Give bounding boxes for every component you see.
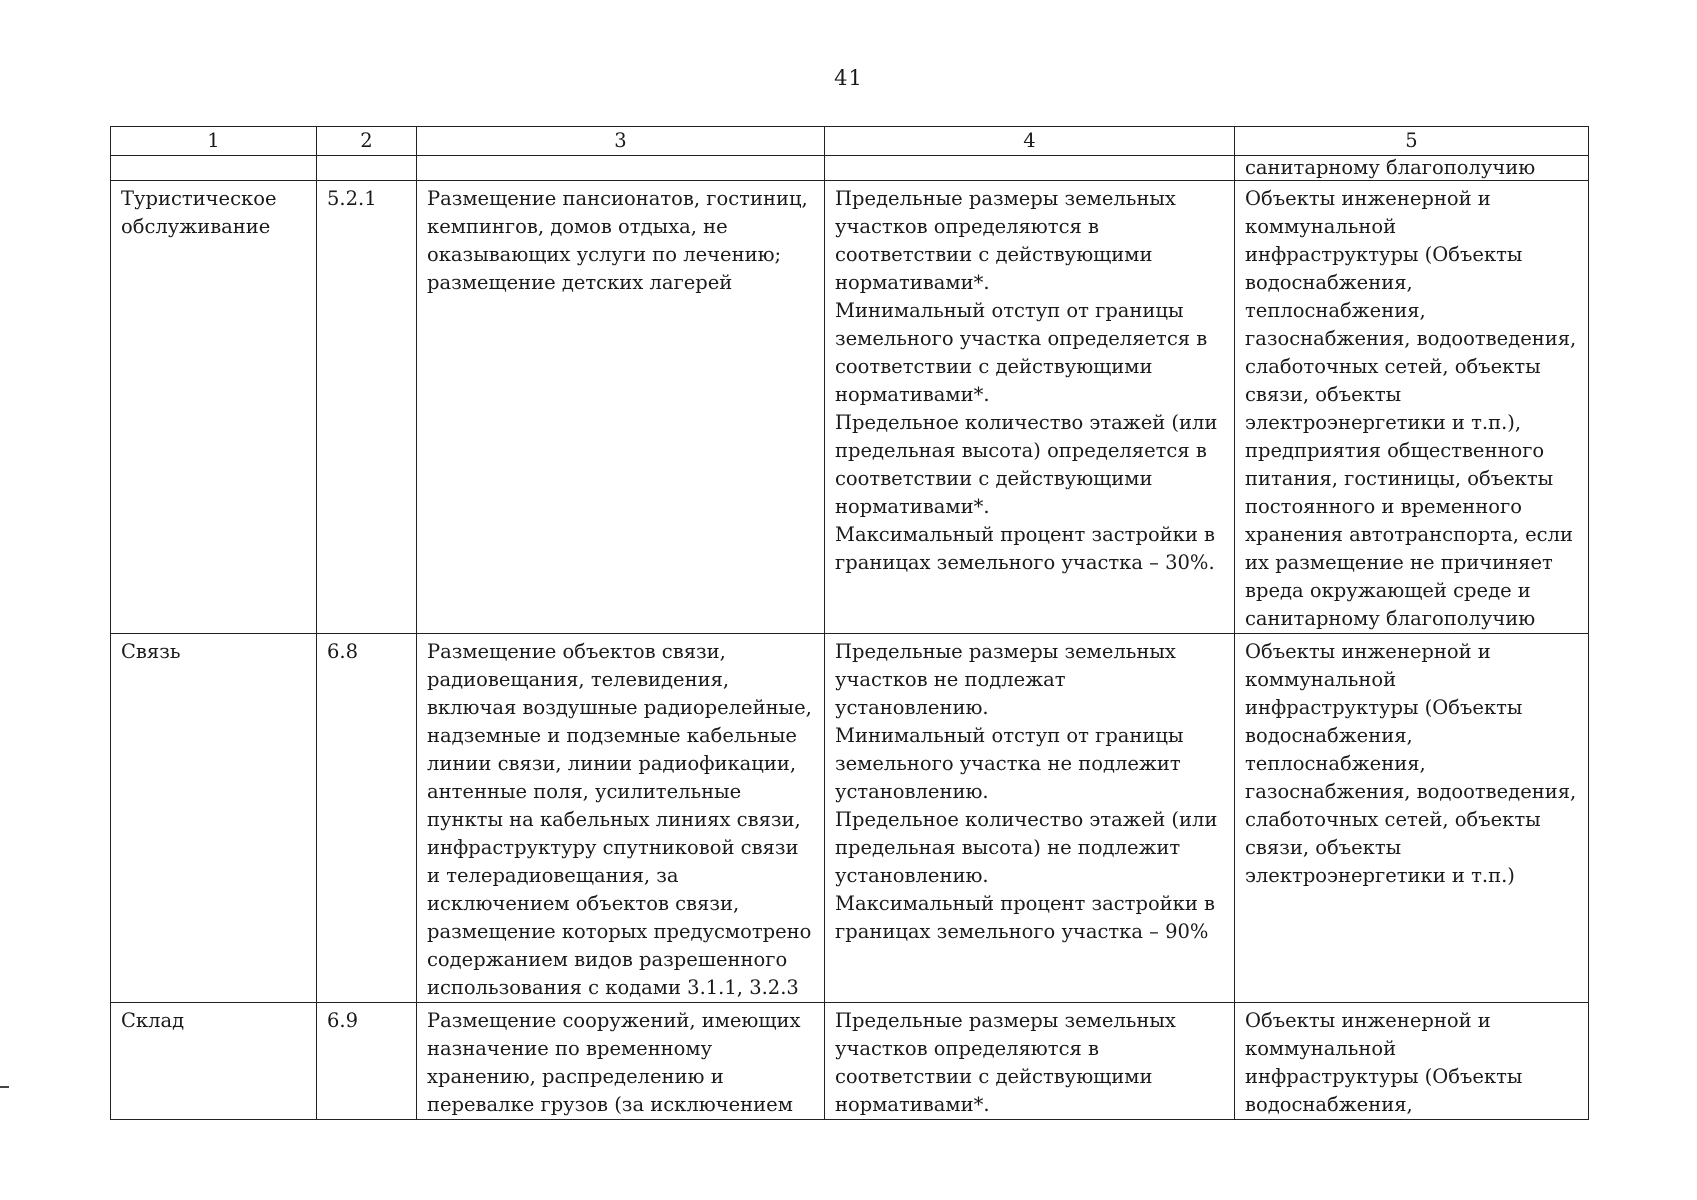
cell-text-line: надземные и подземные кабельные: [427, 724, 797, 747]
cell-text-line: радиовещания, телевидения,: [427, 668, 730, 691]
cell-text-line: газоснабжения, водоотведения,: [1245, 780, 1577, 803]
use-code-cell: [317, 1003, 417, 1120]
empty-cell: [825, 156, 1235, 181]
cell-text-line: водоснабжения,: [1245, 271, 1413, 294]
cell-text-line: соответствии с действующими: [835, 1065, 1153, 1088]
cell-text-line: обслуживание: [121, 215, 271, 238]
cell-text-line: кемпингов, домов отдыха, не: [427, 215, 728, 238]
auxiliary-uses-cell: [1235, 634, 1589, 1003]
cell-text-line: Размещение пансионатов, гостиниц,: [427, 187, 808, 210]
cell-text-line: границах земельного участка – 30%.: [835, 551, 1215, 574]
cell-text-line: Предельные размеры земельных: [835, 1009, 1176, 1032]
cell-text-line: инфраструктуры (Объекты: [1245, 696, 1523, 719]
cell-text-line: 5.2.1: [327, 187, 377, 210]
empty-cell: [111, 156, 317, 181]
cell-text-line: водоснабжения,: [1245, 724, 1413, 747]
cell-text-line: содержанием видов разрешенного: [427, 948, 788, 971]
column-number: 2: [317, 127, 417, 156]
use-code-cell: [317, 634, 417, 1003]
cell-text-line: инфраструктуры (Объекты: [1245, 1065, 1523, 1088]
cell-text-line: участков не подлежат: [835, 668, 1066, 691]
cell-text-line: инфраструктуру спутниковой связи: [427, 836, 799, 859]
cell-text-line: Объекты инженерной и: [1245, 187, 1491, 210]
cell-text-line: нормативами*.: [835, 495, 990, 518]
cell-text-line: Размещение сооружений, имеющих: [427, 1009, 801, 1032]
table-row: [111, 1003, 1589, 1120]
cell-text-line: перевалке грузов (за исключением: [427, 1093, 793, 1116]
cell-text-line: Предельное количество этажей (или: [835, 411, 1218, 434]
table-row: [111, 634, 1589, 1003]
auxiliary-uses-cell: [1235, 1003, 1589, 1120]
cell-text-line: установлению.: [835, 864, 989, 887]
cell-text-line: электроэнергетики и т.п.): [1245, 864, 1515, 887]
column-number: 5: [1235, 127, 1589, 156]
cell-text-line: Связь: [121, 640, 181, 663]
cell-text-line: предельная высота) не подлежит: [835, 836, 1181, 859]
use-description-cell: [417, 1003, 825, 1120]
cell-text-line: инфраструктуры (Объекты: [1245, 243, 1523, 266]
cell-text-line: земельного участка определяется в: [835, 327, 1208, 350]
column-number: 4: [825, 127, 1235, 156]
cell-text-line: коммунальной: [1245, 215, 1397, 238]
column-number: 1: [111, 127, 317, 156]
page-number: 41: [834, 66, 863, 90]
cell-text-line: размещение детских лагерей: [427, 271, 733, 294]
cell-text-line: Минимальный отступ от границы: [835, 724, 1184, 747]
land-use-table: [110, 126, 1589, 1120]
cell-text-line: соответствии с действующими: [835, 243, 1153, 266]
cell-text-line: Размещение объектов связи,: [427, 640, 726, 663]
cell-text-line: газоснабжения, водоотведения,: [1245, 327, 1577, 350]
scan-edge-mark: [0, 1086, 9, 1088]
cell-text-line: слаботочных сетей, объекты: [1245, 355, 1541, 378]
cell-text-line: водоснабжения,: [1245, 1093, 1413, 1116]
cell-text-line: хранению, распределению и: [427, 1065, 724, 1088]
cell-text-line: Максимальный процент застройки в: [835, 523, 1216, 546]
continuation-cell: санитарному благополучию: [1235, 156, 1589, 181]
cell-text-line: хранения автотранспорта, если: [1245, 523, 1573, 546]
cell-text-line: и телерадиовещания, за: [427, 864, 679, 887]
cell-text-line: теплоснабжения,: [1245, 299, 1426, 322]
cell-text-line: использования с кодами 3.1.1, 3.2.3: [427, 976, 799, 999]
continuation-row: [111, 156, 1589, 181]
cell-text-line: электроэнергетики и т.п.),: [1245, 411, 1522, 434]
cell-text-line: слаботочных сетей, объекты: [1245, 808, 1541, 831]
empty-cell: [317, 156, 417, 181]
table-row: [111, 181, 1589, 634]
use-parameters-cell: [825, 634, 1235, 1003]
cell-text-line: антенные поля, усилительные: [427, 780, 742, 803]
cell-text-line: их размещение не причиняет: [1245, 551, 1553, 574]
cell-text-line: Склад: [121, 1009, 185, 1032]
use-name-cell: [111, 1003, 317, 1120]
cell-text-line: исключением объектов связи,: [427, 892, 740, 915]
cell-text-line: Объекты инженерной и: [1245, 1009, 1491, 1032]
cell-text-line: питания, гостиницы, объекты: [1245, 467, 1554, 490]
cell-text-line: Предельное количество этажей (или: [835, 808, 1218, 831]
cell-text-line: Минимальный отступ от границы: [835, 299, 1184, 322]
cell-text-line: санитарному благополучию: [1245, 607, 1536, 630]
use-parameters-cell: [825, 181, 1235, 634]
cell-text-line: земельного участка не подлежит: [835, 752, 1181, 775]
cell-text-line: теплоснабжения,: [1245, 752, 1426, 775]
auxiliary-uses-cell: [1235, 181, 1589, 634]
cell-text-line: связи, объекты: [1245, 383, 1402, 406]
cell-text-line: назначение по временному: [427, 1037, 713, 1060]
cell-text-line: Объекты инженерной и: [1245, 640, 1491, 663]
cell-text-line: Предельные размеры земельных: [835, 640, 1176, 663]
column-number-row: [111, 127, 1589, 156]
cell-text-line: коммунальной: [1245, 1037, 1397, 1060]
cell-text-line: нормативами*.: [835, 1093, 990, 1116]
use-code-cell: [317, 181, 417, 634]
cell-text-line: нормативами*.: [835, 271, 990, 294]
cell-text-line: включая воздушные радиорелейные,: [427, 696, 812, 719]
use-parameters-cell: [825, 1003, 1235, 1120]
cell-text-line: коммунальной: [1245, 668, 1397, 691]
cell-text-line: связи, объекты: [1245, 836, 1402, 859]
cell-text-line: постоянного и временного: [1245, 495, 1522, 518]
empty-cell: [417, 156, 825, 181]
cell-text-line: предельная высота) определяется в: [835, 439, 1207, 462]
cell-text-line: 6.8: [327, 640, 359, 663]
use-description-cell: [417, 181, 825, 634]
cell-text-line: 6.9: [327, 1009, 359, 1032]
cell-text-line: соответствии с действующими: [835, 467, 1153, 490]
cell-text-line: установлению.: [835, 696, 989, 719]
cell-text-line: размещение которых предусмотрено: [427, 920, 812, 943]
cell-text-line: пункты на кабельных линиях связи,: [427, 808, 801, 831]
cell-text-line: Туристическое: [121, 187, 277, 210]
column-number: 3: [417, 127, 825, 156]
cell-text-line: предприятия общественного: [1245, 439, 1545, 462]
cell-text-line: участков определяются в: [835, 1037, 1099, 1060]
cell-text-line: Предельные размеры земельных: [835, 187, 1176, 210]
cell-text-line: границах земельного участка – 90%: [835, 920, 1209, 943]
use-name-cell: [111, 181, 317, 634]
cell-text-line: Максимальный процент застройки в: [835, 892, 1216, 915]
cell-text-line: установлению.: [835, 780, 989, 803]
cell-text-line: участков определяются в: [835, 215, 1099, 238]
use-description-cell: [417, 634, 825, 1003]
use-name-cell: [111, 634, 317, 1003]
cell-text-line: оказывающих услуги по лечению;: [427, 243, 782, 266]
cell-text-line: вреда окружающей среде и: [1245, 579, 1531, 602]
cell-text-line: линии связи, линии радиофикации,: [427, 752, 797, 775]
cell-text-line: соответствии с действующими: [835, 355, 1153, 378]
cell-text-line: нормативами*.: [835, 383, 990, 406]
